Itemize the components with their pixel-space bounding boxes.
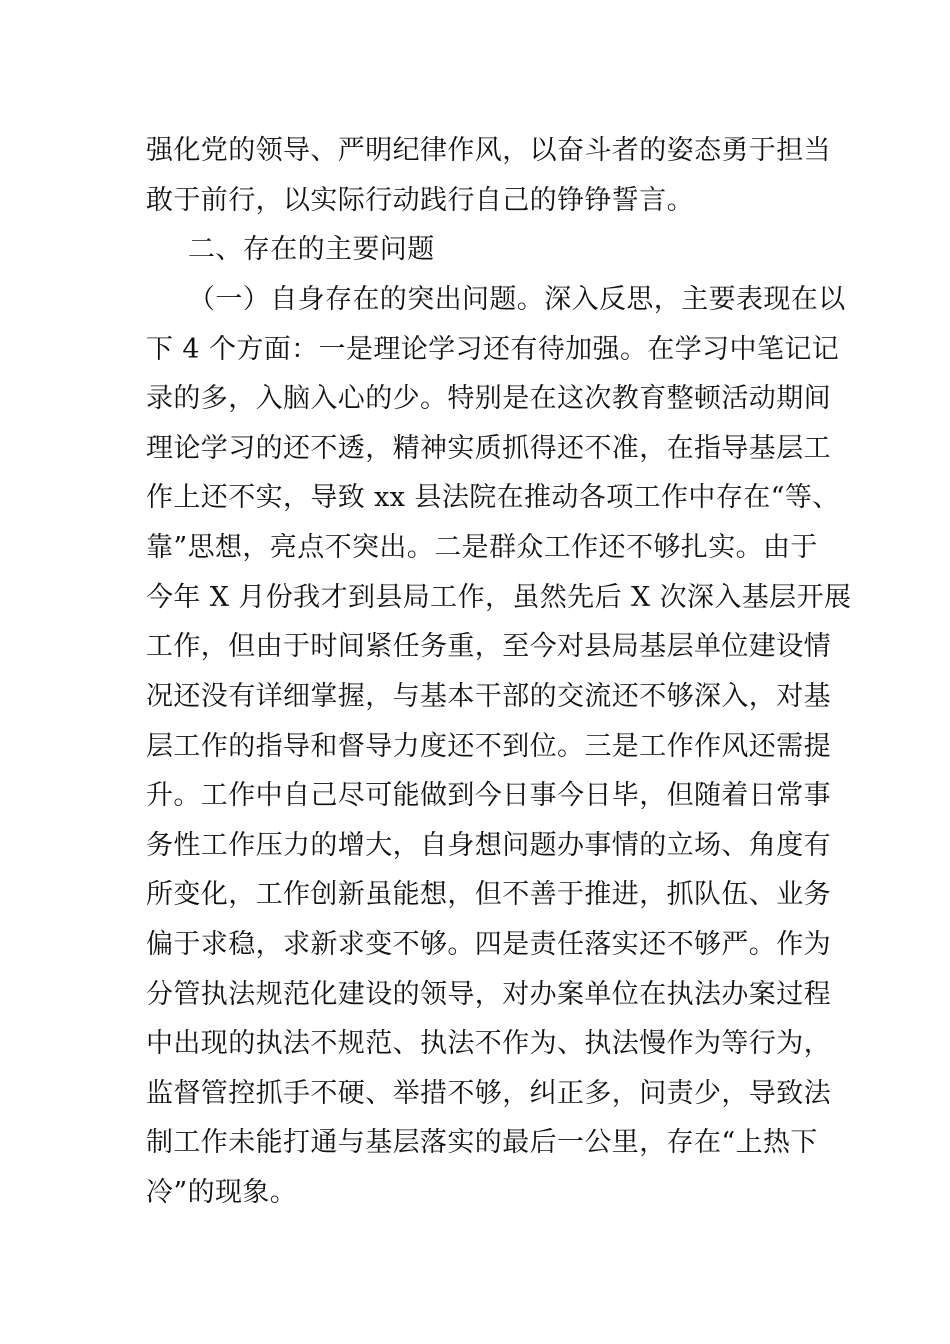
text-line: 务性工作压力的增大，自身想问题办事情的立场、角度有 — [146, 830, 831, 861]
text-line: 偏于求稳，求新求变不够。四是责任落实还不够严。作为 — [146, 929, 831, 960]
text-line: 制工作未能打通与基层落实的最后一公里，存在“上热下 — [146, 1127, 818, 1158]
subsection-heading-line: （一）自身存在的突出问题。深入反思，主要表现在以 — [188, 284, 846, 315]
text-line: 录的多，入脑入心的少。特别是在这次教育整顿活动期间 — [146, 383, 831, 414]
text-line: 今年 X 月份我才到县局工作，虽然先后 X 次深入基层开展 — [146, 582, 852, 613]
text-line: 理论学习的还不透，精神实质抓得还不准，在指导基层工 — [146, 433, 831, 464]
text-line: 工作，但由于时间紧任务重，至今对县局基层单位建设情 — [146, 631, 831, 662]
text-line: 作上还不实，导致 xx 县法院在推动各项工作中存在“等、 — [146, 482, 840, 513]
text-line: 层工作的指导和督导力度还不到位。三是工作作风还需提 — [146, 731, 831, 762]
text-line: 下 4 个方面：一是理论学习还有待加强。在学习中笔记记 — [146, 334, 840, 365]
text-line: 监督管控抓手不硬、举措不够，纠正多，问责少，导致法 — [146, 1078, 831, 1109]
text-line: 所变化，工作创新虽能想，但不善于推进，抓队伍、业务 — [146, 879, 831, 910]
text-line: 中出现的执法不规范、执法不作为、执法慢作为等行为， — [146, 1028, 831, 1059]
text-line: 敢于前行，以实际行动践行自己的铮铮誓言。 — [146, 185, 694, 216]
text-line: 升。工作中自己尽可能做到今日事今日毕，但随着日常事 — [146, 780, 831, 811]
text-line: 况还没有详细掌握，与基本干部的交流还不够深入，对基 — [146, 681, 831, 712]
text-line: 分管执法规范化建设的领导，对办案单位在执法办案过程 — [146, 979, 831, 1010]
section-heading: 二、存在的主要问题 — [188, 234, 435, 265]
text-line: 强化党的领导、严明纪律作风，以奋斗者的姿态勇于担当 — [146, 135, 831, 166]
text-line: 冷”的现象。 — [146, 1177, 298, 1208]
text-line: 靠”思想，亮点不突出。二是群众工作还不够扎实。由于 — [146, 532, 818, 563]
